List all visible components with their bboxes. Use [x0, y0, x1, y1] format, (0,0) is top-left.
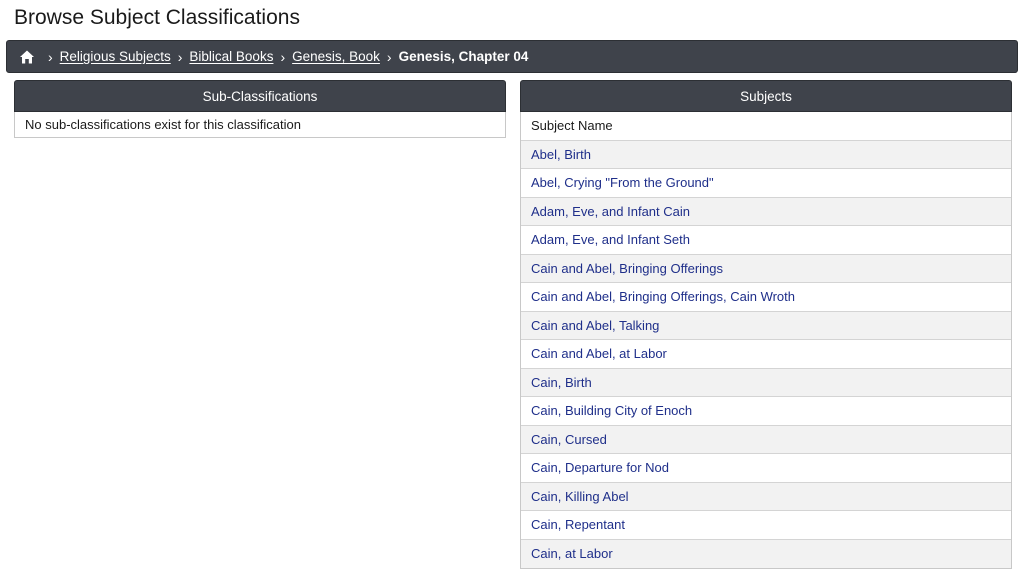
table-row: [521, 255, 1011, 284]
empty-message: No sub-classifications exist for this classification: [14, 112, 506, 138]
sub-classifications-panel: [14, 80, 506, 138]
sub-classifications-header: Sub-Classifications: [14, 80, 506, 112]
subjects-panel: [520, 80, 1012, 569]
subject-link[interactable]: Cain, Departure for Nod: [531, 460, 670, 476]
table-row: [521, 312, 1011, 341]
subject-link[interactable]: Cain, Cursed: [531, 431, 607, 447]
subject-link[interactable]: Cain and Abel, Bringing Offerings, Cain Wroth: [531, 289, 795, 305]
table-row: [521, 340, 1011, 369]
table-row: [521, 283, 1011, 312]
breadcrumb-link-biblical-books[interactable]: Biblical Books: [189, 49, 274, 64]
breadcrumb: [6, 40, 1018, 73]
subjects-header: Subjects: [520, 80, 1012, 112]
subject-name-column-header: Subject Name: [521, 112, 1011, 141]
subjects-table: [520, 112, 1012, 569]
table-row: [521, 540, 1011, 569]
breadcrumb-link-religious-subjects[interactable]: Religious Subjects: [59, 49, 171, 64]
subject-link[interactable]: Adam, Eve, and Infant Cain: [531, 203, 690, 219]
breadcrumb-current: Genesis, Chapter 04: [398, 49, 529, 64]
table-row: [521, 426, 1011, 455]
chevron-right-icon: ›: [280, 48, 286, 65]
table-row: [521, 369, 1011, 398]
breadcrumb-link-genesis-book[interactable]: Genesis, Book: [292, 49, 380, 64]
table-row: [521, 169, 1011, 198]
subject-link[interactable]: Cain, Birth: [531, 374, 592, 390]
table-row: [521, 397, 1011, 426]
subject-link[interactable]: Cain, Building City of Enoch: [531, 403, 693, 419]
table-row: [521, 511, 1011, 540]
subject-link[interactable]: Abel, Crying "From the Ground": [531, 175, 714, 191]
chevron-right-icon: ›: [48, 48, 53, 65]
subject-link[interactable]: Cain, at Labor: [531, 546, 613, 562]
chevron-right-icon: ›: [386, 48, 392, 65]
subject-link[interactable]: Cain and Abel, at Labor: [531, 346, 667, 362]
table-row: [521, 226, 1011, 255]
table-row: [521, 454, 1011, 483]
page-title: Browse Subject Classifications: [14, 6, 300, 29]
subject-link[interactable]: Cain and Abel, Talking: [531, 317, 660, 333]
chevron-right-icon: ›: [177, 48, 183, 65]
subject-link[interactable]: Cain, Killing Abel: [531, 488, 629, 504]
subject-link[interactable]: Cain and Abel, Bringing Offerings: [531, 260, 723, 276]
home-icon[interactable]: [19, 49, 35, 65]
subject-link[interactable]: Cain, Repentant: [531, 517, 625, 533]
table-row: [521, 483, 1011, 512]
subject-link[interactable]: Adam, Eve, and Infant Seth: [531, 232, 690, 248]
table-row: [521, 141, 1011, 170]
table-row: [521, 198, 1011, 227]
subject-link[interactable]: Abel, Birth: [531, 146, 591, 162]
